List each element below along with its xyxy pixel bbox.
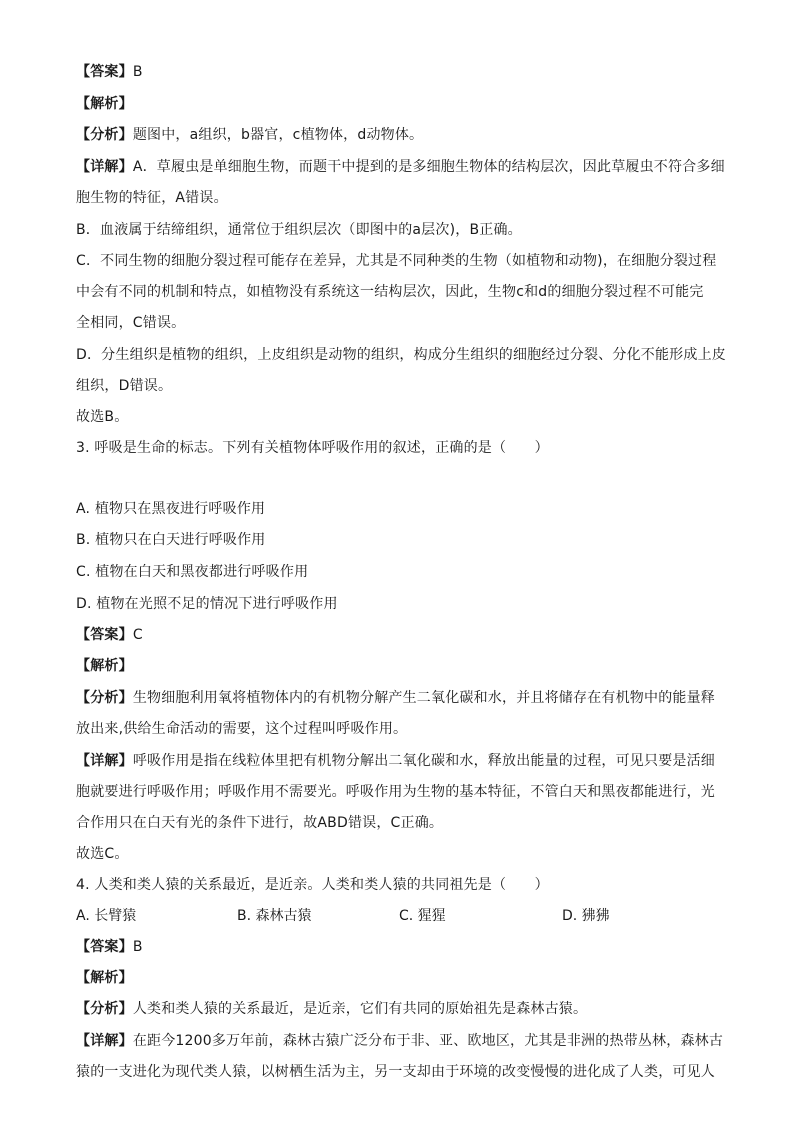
- q2-option-d-explanation-2: 组织，D错误。: [76, 378, 173, 394]
- xiangjie-text: 呼吸作用是指在线粒体里把有机物分解出二氧化碳和水，释放出能量的过程，可见只要是活细: [132, 753, 716, 769]
- answer-value: B: [132, 939, 143, 955]
- q3-option-b: B. 植物只在白天进行呼吸作用: [76, 532, 266, 548]
- answer-value: C: [132, 627, 143, 643]
- q3-xiangjie-line-2: 胞就要进行呼吸作用；呼吸作用不需要光。呼吸作用为生物的基本特征，不管白天和黑夜都能进行，光: [76, 784, 715, 800]
- fenxi-tag: 【分析】: [76, 690, 133, 706]
- q4-option-a: A. 长臂猿: [76, 908, 137, 924]
- q3-answer-line: [76, 625, 716, 645]
- q2-answer-line: [76, 62, 716, 82]
- q3-option-a: A. 植物只在黑夜进行呼吸作用: [76, 501, 266, 517]
- q4-option-c: C. 猩猩: [399, 908, 446, 924]
- q4-option-d: D. 狒狒: [562, 908, 610, 924]
- xiangjie-text: A．草履虫是单细胞生物，而题干中提到的是多细胞生物体的结构层次，因此草履虫不符合多细: [132, 159, 725, 175]
- fenxi-text: 生物细胞利用氧将植物体内的有机物分解产生二氧化碳和水，并且将储存在有机物中的能量释: [132, 690, 716, 706]
- q3-option-d: D. 植物在光照不足的情况下进行呼吸作用: [76, 596, 338, 612]
- xiangjie-text: 在距今1200多万年前，森林古猿广泛分布于非、亚、欧地区，尤其是非洲的热带丛林，森林古: [132, 1033, 724, 1049]
- analysis-tag: 【解析】: [76, 658, 133, 674]
- q4-stem: 4. 人类和类人猿的关系最近，是近亲。人类和类人猿的共同祖先是（ ）: [76, 877, 549, 893]
- xiangjie-tag: 【详解】: [76, 753, 133, 769]
- q2-conclusion: 故选B。: [76, 409, 129, 425]
- q3-option-c: C. 植物在白天和黑夜都进行呼吸作用: [76, 564, 309, 580]
- q3-xiangjie-line-1: [76, 751, 716, 771]
- q3-xiangjie-line-3: 合作用只在白天有光的条件下进行，故ABD错误，C正确。: [76, 815, 444, 831]
- q2-option-c-explanation-1: C．不同生物的细胞分裂过程可能存在差异，尤其是不同种类的生物（如植物和动物)，在细胞分裂过程: [76, 253, 717, 269]
- q4-options-row: [76, 906, 716, 926]
- q4-option-b: B. 森林古猿: [237, 908, 312, 924]
- q3-fenxi-line-2: 放出来,供给生命活动的需要，这个过程叫呼吸作用。: [76, 721, 408, 737]
- q2-option-c-explanation-2: 中会有不同的机制和特点，如植物没有系统这一结构层次，因此，生物c和d的细胞分裂过程不可能完: [76, 284, 704, 300]
- q4-fenxi-line: [76, 999, 716, 1019]
- q2-xiangjie-line-2: 胞生物的特征，A错误。: [76, 190, 228, 206]
- q3-stem: 3. 呼吸是生命的标志。下列有关植物体呼吸作用的叙述，正确的是（ ）: [76, 440, 549, 456]
- q2-option-d-explanation-1: D．分生组织是植物的组织，上皮组织是动物的组织，构成分生组织的细胞经过分裂、分化不能形成上皮: [76, 347, 726, 363]
- q3-analysis-heading: [76, 656, 716, 676]
- xiangjie-tag: 【详解】: [76, 1033, 133, 1049]
- analysis-tag: 【解析】: [76, 970, 133, 986]
- q4-analysis-heading: [76, 968, 716, 988]
- analysis-tag: 【解析】: [76, 96, 133, 112]
- fenxi-text: 人类和类人猿的关系最近，是近亲，它们有共同的原始祖先是森林古猿。: [132, 1001, 588, 1017]
- q4-answer-line: [76, 937, 716, 957]
- answer-tag: 【答案】: [76, 627, 133, 643]
- fenxi-tag: 【分析】: [76, 127, 133, 143]
- answer-value: B: [132, 64, 143, 80]
- q4-xiangjie-line-2: 猿的一支进化为现代类人猿，以树栖生活为主，另一支却由于环境的改变慢慢的进化成了人类，可见人: [76, 1064, 715, 1080]
- xiangjie-tag: 【详解】: [76, 159, 133, 175]
- q4-xiangjie-line-1: [76, 1031, 724, 1051]
- answer-tag: 【答案】: [76, 64, 133, 80]
- answer-tag: 【答案】: [76, 939, 133, 955]
- q3-conclusion: 故选C。: [76, 846, 129, 862]
- q2-analysis-heading: [76, 94, 716, 114]
- q3-fenxi-line-1: [76, 688, 716, 708]
- fenxi-text: 题图中，a组织，b器官，c植物体，d动物体。: [132, 127, 424, 143]
- q2-xiangjie-line-1: [76, 157, 725, 177]
- q2-option-c-explanation-3: 全相同，C错误。: [76, 315, 186, 331]
- q2-fenxi-line: [76, 125, 716, 145]
- fenxi-tag: 【分析】: [76, 1001, 133, 1017]
- q2-option-b-explanation: B．血液属于结缔组织，通常位于组织层次（即图中的a层次)，B正确。: [76, 222, 522, 238]
